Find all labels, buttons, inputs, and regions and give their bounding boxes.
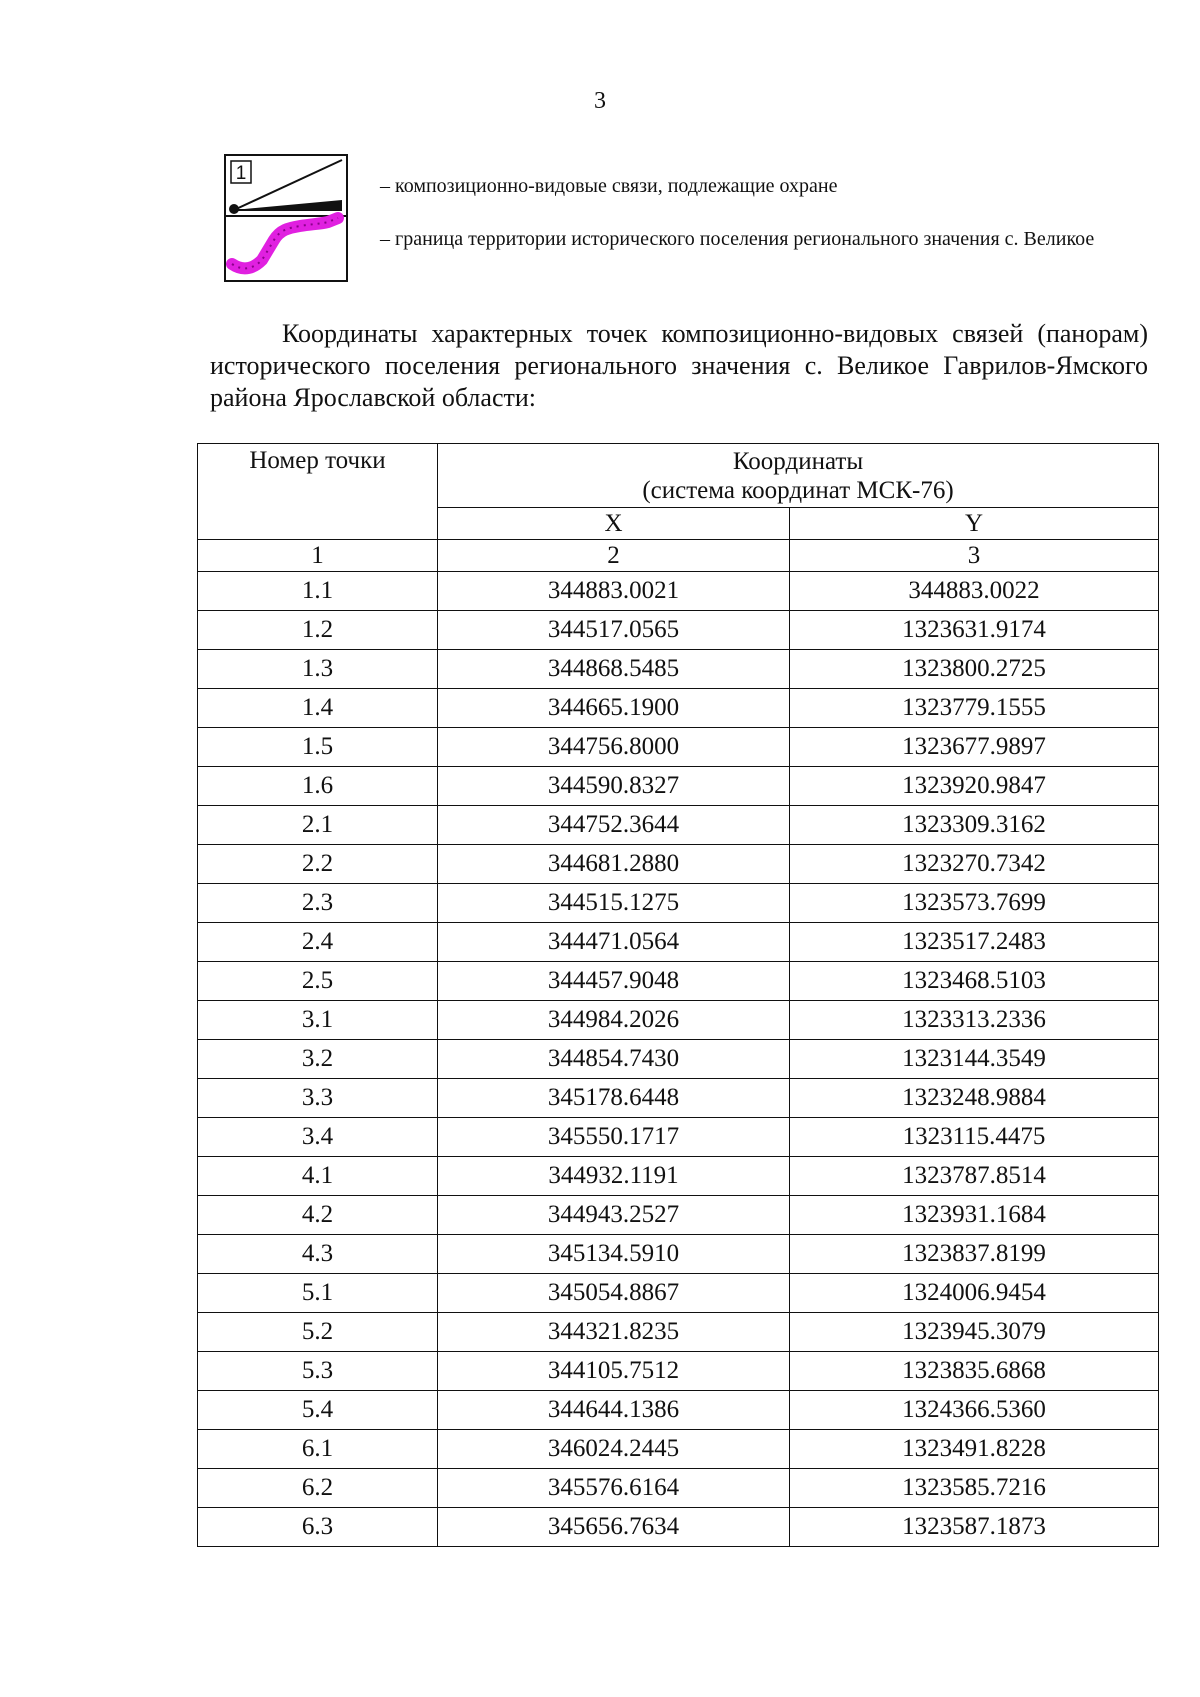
coord-y-cell: 1323115.4475 <box>790 1118 1159 1157</box>
coord-x-cell: 345656.7634 <box>438 1508 790 1547</box>
coord-x-cell: 344854.7430 <box>438 1040 790 1079</box>
table-row <box>198 1352 1159 1391</box>
coord-y-cell: 1324006.9454 <box>790 1274 1159 1313</box>
header-x: X <box>438 508 790 540</box>
coord-y-cell: 1323945.3079 <box>790 1313 1159 1352</box>
table-row <box>198 806 1159 845</box>
coord-x-cell: 346024.2445 <box>438 1430 790 1469</box>
coord-y-cell: 1323779.1555 <box>790 689 1159 728</box>
table-row <box>198 845 1159 884</box>
coord-x-cell: 344756.8000 <box>438 728 790 767</box>
coord-x-cell: 344517.0565 <box>438 611 790 650</box>
point-number-cell: 1.1 <box>198 572 438 611</box>
point-number-cell: 2.3 <box>198 884 438 923</box>
table-row <box>198 728 1159 767</box>
header-point-number: Номер точки <box>198 444 438 540</box>
table-row <box>198 1157 1159 1196</box>
coord-y-cell: 1323631.9174 <box>790 611 1159 650</box>
point-number-cell: 6.1 <box>198 1430 438 1469</box>
table-row <box>198 923 1159 962</box>
point-number-cell: 5.1 <box>198 1274 438 1313</box>
legend-boundary-text: – граница территории исторического поселения регионального значения с. Великое <box>380 228 1095 250</box>
coord-x-cell: 344984.2026 <box>438 1001 790 1040</box>
view-point-icon <box>229 204 239 214</box>
coord-x-cell: 344644.1386 <box>438 1391 790 1430</box>
coord-x-cell: 345576.6164 <box>438 1469 790 1508</box>
column-index-1: 1 <box>198 540 438 572</box>
point-number-cell: 3.3 <box>198 1079 438 1118</box>
column-index-2: 2 <box>438 540 790 572</box>
header-coordinates <box>438 444 1159 508</box>
point-number-cell: 5.2 <box>198 1313 438 1352</box>
coord-x-cell: 345550.1717 <box>438 1118 790 1157</box>
coord-x-cell: 344515.1275 <box>438 884 790 923</box>
coord-y-cell: 1323837.8199 <box>790 1235 1159 1274</box>
coord-y-cell: 1323144.3549 <box>790 1040 1159 1079</box>
coord-x-cell: 345178.6448 <box>438 1079 790 1118</box>
table-row <box>198 767 1159 806</box>
point-number-cell: 1.5 <box>198 728 438 767</box>
header-y: Y <box>790 508 1159 540</box>
coord-y-cell: 1323585.7216 <box>790 1469 1159 1508</box>
coord-x-cell: 344105.7512 <box>438 1352 790 1391</box>
view-number-label: 1 <box>235 163 247 184</box>
coordinates-table <box>197 443 1159 1547</box>
coord-x-cell: 344471.0564 <box>438 923 790 962</box>
table-row <box>198 611 1159 650</box>
legend-symbols-svg <box>226 156 346 280</box>
table-row <box>198 1313 1159 1352</box>
coord-y-cell: 1323313.2336 <box>790 1001 1159 1040</box>
coordinates-table-body <box>198 572 1159 1547</box>
point-number-cell: 3.2 <box>198 1040 438 1079</box>
coord-x-cell: 345054.8867 <box>438 1274 790 1313</box>
coord-y-cell: 1323270.7342 <box>790 845 1159 884</box>
coord-x-cell: 344868.5485 <box>438 650 790 689</box>
coord-y-cell: 1323931.1684 <box>790 1196 1159 1235</box>
coord-y-cell: 1323587.1873 <box>790 1508 1159 1547</box>
point-number-cell: 5.4 <box>198 1391 438 1430</box>
table-row <box>198 1118 1159 1157</box>
coord-x-cell: 345134.5910 <box>438 1235 790 1274</box>
table-row <box>198 1508 1159 1547</box>
coord-y-cell: 344883.0022 <box>790 572 1159 611</box>
coord-x-cell: 344681.2880 <box>438 845 790 884</box>
coord-y-cell: 1324366.5360 <box>790 1391 1159 1430</box>
point-number-cell: 1.4 <box>198 689 438 728</box>
table-row <box>198 884 1159 923</box>
column-index-3: 3 <box>790 540 1159 572</box>
coord-y-cell: 1323835.6868 <box>790 1352 1159 1391</box>
table-row <box>198 650 1159 689</box>
coord-x-cell: 344590.8327 <box>438 767 790 806</box>
point-number-cell: 4.1 <box>198 1157 438 1196</box>
coord-y-cell: 1323309.3162 <box>790 806 1159 845</box>
point-number-cell: 1.2 <box>198 611 438 650</box>
boundary-line-icon <box>232 218 338 268</box>
header-coordinates-system: (система координат МСК-76) <box>642 476 954 504</box>
table-row <box>198 1469 1159 1508</box>
table-row <box>198 1001 1159 1040</box>
header-coordinates-title: Координаты <box>732 447 864 475</box>
table-row <box>198 689 1159 728</box>
table-row <box>198 1196 1159 1235</box>
point-number-cell: 2.4 <box>198 923 438 962</box>
point-number-cell: 6.2 <box>198 1469 438 1508</box>
coord-x-cell: 344321.8235 <box>438 1313 790 1352</box>
point-number-cell: 4.3 <box>198 1235 438 1274</box>
coord-x-cell: 344932.1191 <box>438 1157 790 1196</box>
coord-x-cell: 344883.0021 <box>438 572 790 611</box>
point-number-cell: 6.3 <box>198 1508 438 1547</box>
coord-y-cell: 1323517.2483 <box>790 923 1159 962</box>
point-number-cell: 2.2 <box>198 845 438 884</box>
point-number-cell: 2.1 <box>198 806 438 845</box>
table-row <box>198 1235 1159 1274</box>
coord-y-cell: 1323787.8514 <box>790 1157 1159 1196</box>
coord-y-cell: 1323491.8228 <box>790 1430 1159 1469</box>
table-row <box>198 1274 1159 1313</box>
coord-y-cell: 1323920.9847 <box>790 767 1159 806</box>
coord-y-cell: 1323248.9884 <box>790 1079 1159 1118</box>
point-number-cell: 3.1 <box>198 1001 438 1040</box>
table-row <box>198 962 1159 1001</box>
table-row <box>198 1391 1159 1430</box>
legend-view-connections-text: – композиционно-видовые связи, подлежащие охране <box>380 175 838 197</box>
point-number-cell: 2.5 <box>198 962 438 1001</box>
table-row <box>198 572 1159 611</box>
coord-y-cell: 1323573.7699 <box>790 884 1159 923</box>
table-row <box>198 1040 1159 1079</box>
table-row <box>198 1079 1159 1118</box>
coord-x-cell: 344665.1900 <box>438 689 790 728</box>
intro-paragraph: Координаты характерных точек композиционно-видовых связей (панорам) исторического поселения регионального значения с. Великое Гаврилов-Ямского района Ярославской области: <box>210 319 1148 412</box>
point-number-cell: 1.6 <box>198 767 438 806</box>
coord-y-cell: 1323677.9897 <box>790 728 1159 767</box>
coord-x-cell: 344943.2527 <box>438 1196 790 1235</box>
coord-x-cell: 344752.3644 <box>438 806 790 845</box>
coord-x-cell: 344457.9048 <box>438 962 790 1001</box>
coord-y-cell: 1323468.5103 <box>790 962 1159 1001</box>
coord-y-cell: 1323800.2725 <box>790 650 1159 689</box>
point-number-cell: 5.3 <box>198 1352 438 1391</box>
table-row <box>198 1430 1159 1469</box>
point-number-cell: 1.3 <box>198 650 438 689</box>
legend-symbols <box>224 154 348 282</box>
point-number-cell: 4.2 <box>198 1196 438 1235</box>
page-number: 3 <box>594 88 606 114</box>
point-number-cell: 3.4 <box>198 1118 438 1157</box>
